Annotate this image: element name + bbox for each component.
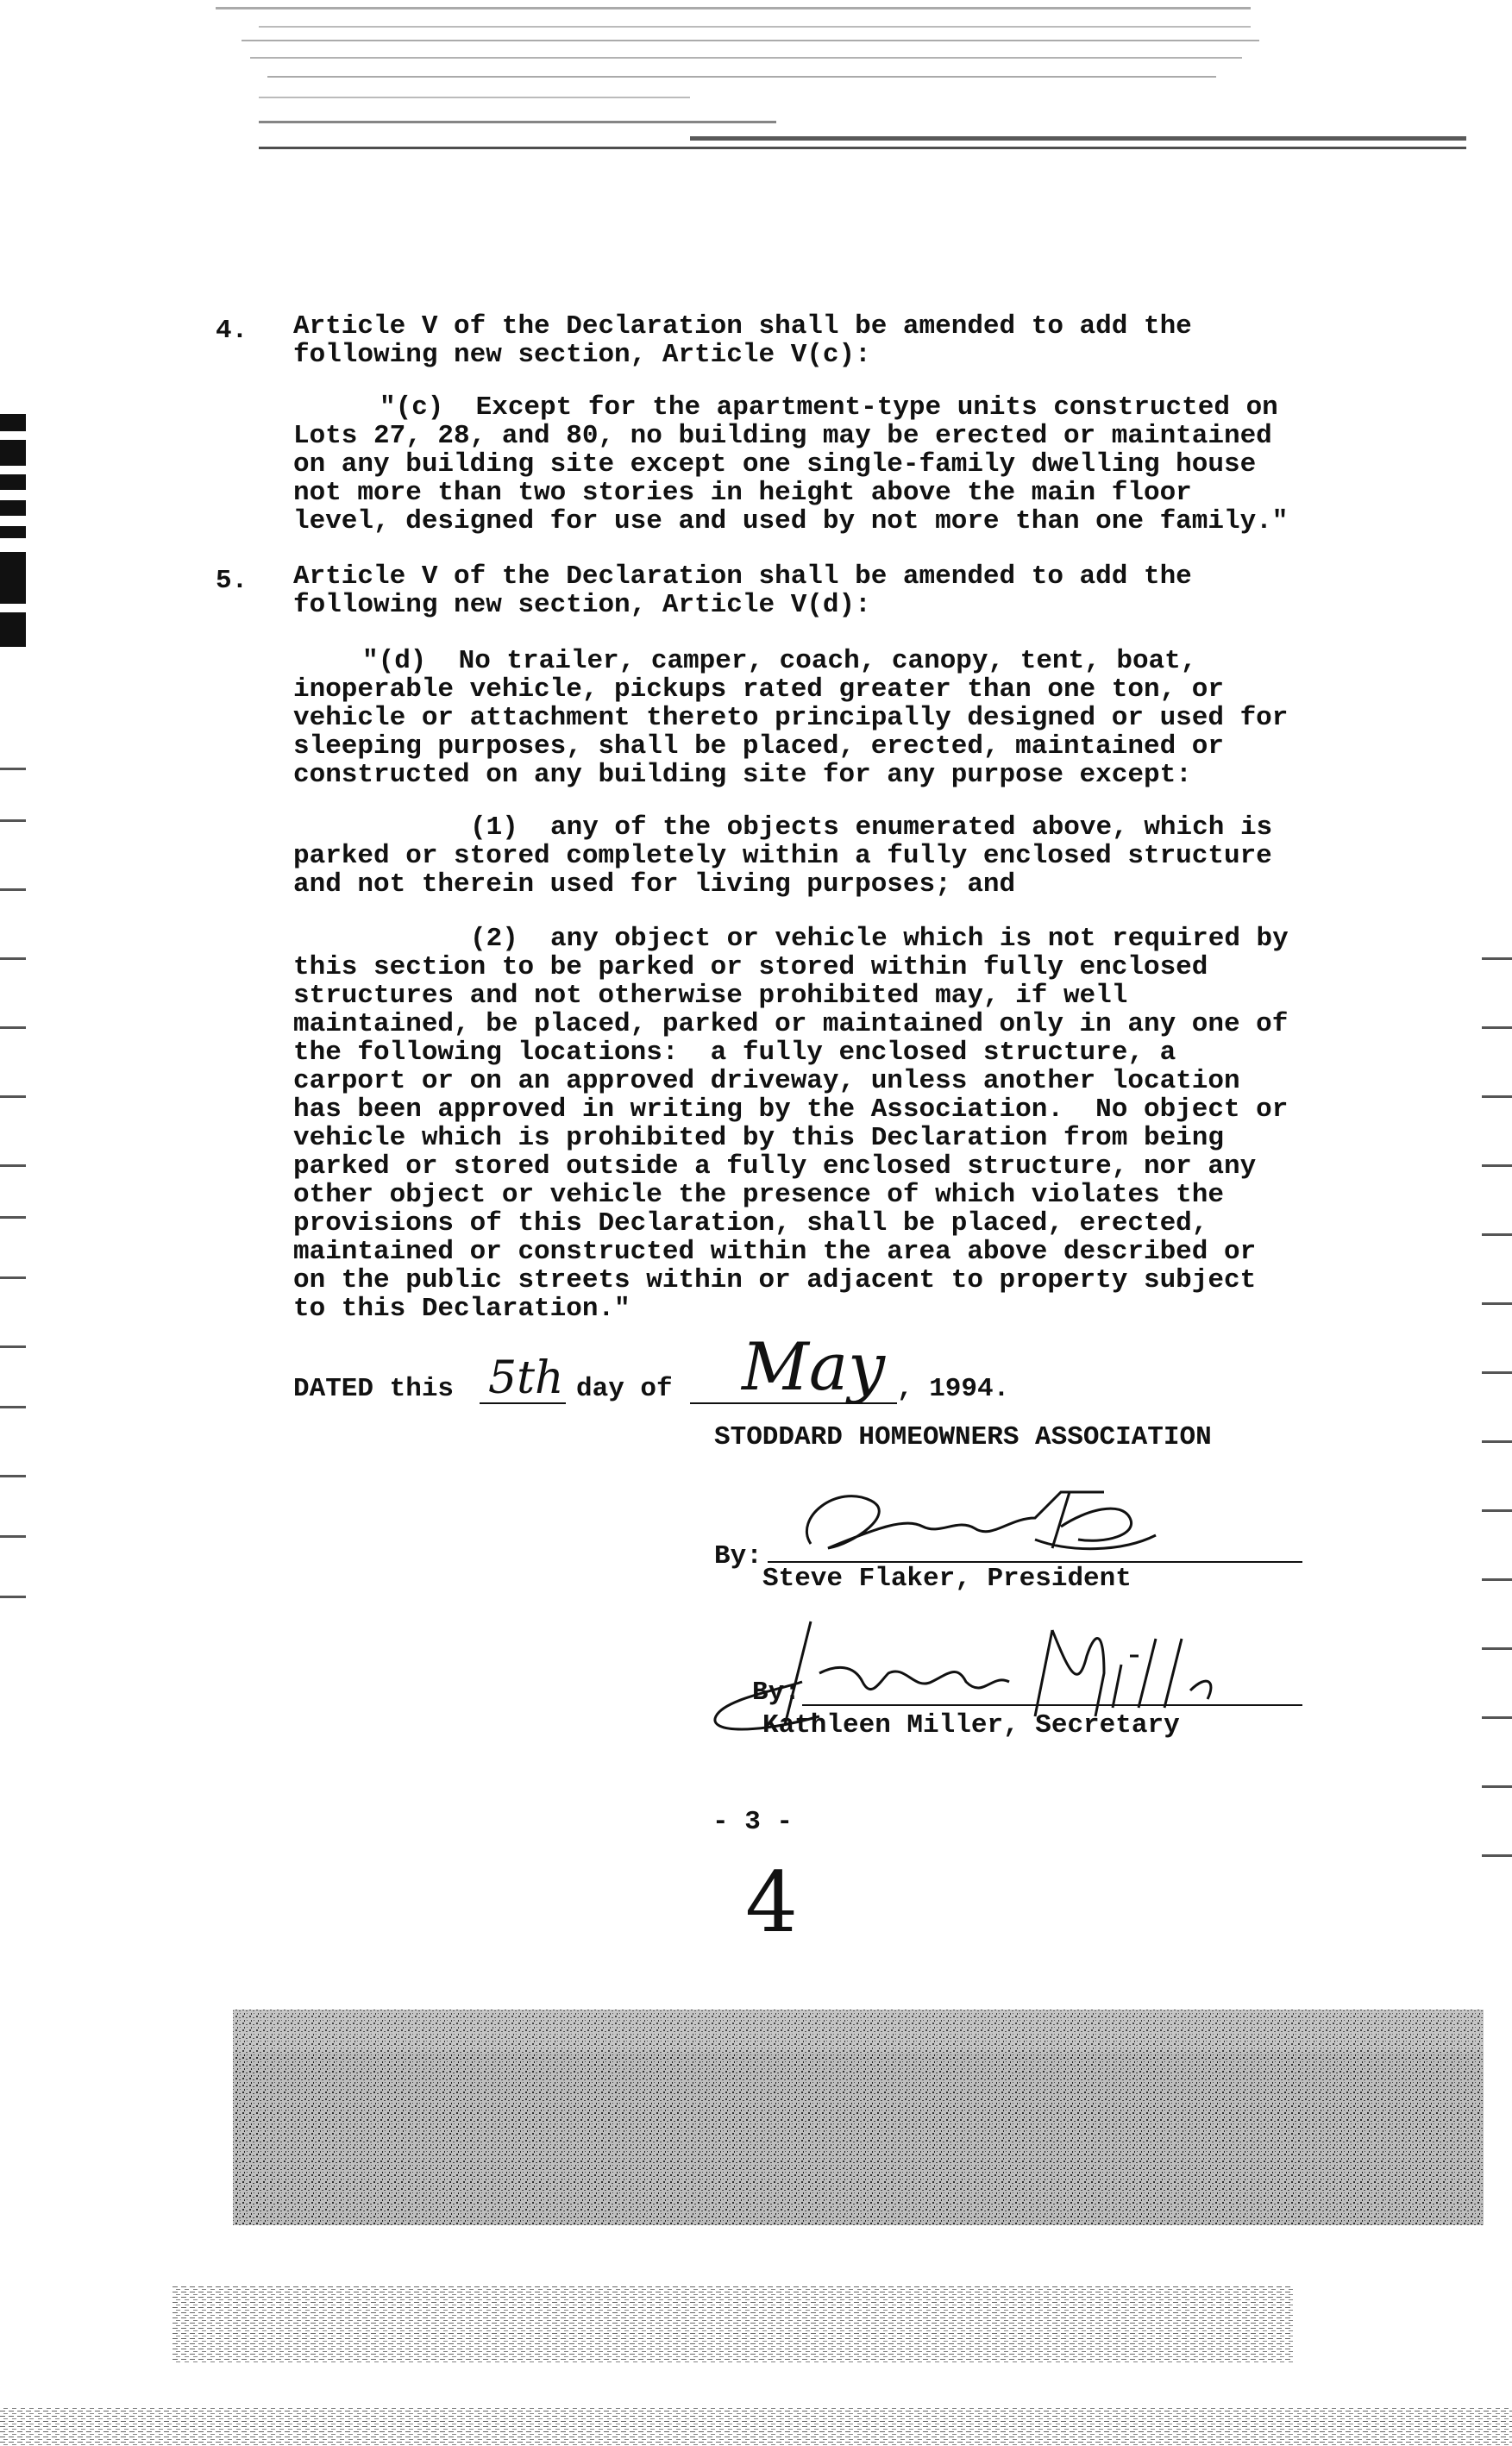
para-1-line: and not therein used for living purposes; and xyxy=(293,869,1016,900)
by-label-1: By: xyxy=(714,1541,762,1571)
para-2-line: has been approved in writing by the Association. No object or xyxy=(293,1094,1289,1125)
para-d-line: inoperable vehicle, pickups rated greater than one ton, or xyxy=(293,674,1224,705)
item-5-heading-line1: Article V of the Declaration shall be amended to add the xyxy=(293,561,1192,592)
para-2-line: (2) any object or vehicle which is not required by xyxy=(470,924,1289,954)
para-d-line: sleeping purposes, shall be placed, erected, maintained or xyxy=(293,731,1224,762)
para-d-line: "(d) No trailer, camper, coach, canopy, tent, boat, xyxy=(362,646,1197,676)
para-d-line: constructed on any building site for any purpose except: xyxy=(293,760,1192,790)
para-2-line: provisions of this Declaration, shall be placed, erected, xyxy=(293,1208,1208,1239)
president-name-title: Steve Flaker, President xyxy=(762,1564,1132,1594)
association-name: STODDARD HOMEOWNERS ASSOCIATION xyxy=(714,1422,1212,1452)
para-2-line: vehicle which is prohibited by this Declaration from being xyxy=(293,1123,1224,1153)
para-2-line: the following locations: a fully enclosed structure, a xyxy=(293,1038,1176,1068)
page-number: - 3 - xyxy=(712,1807,794,1837)
by-label-2: By: xyxy=(752,1678,800,1708)
item-4-body-line: level, designed for use and used by not more than one family." xyxy=(293,506,1289,536)
dated-suffix: , 1994. xyxy=(897,1374,1010,1404)
handwritten-page-mark: 4 xyxy=(745,1854,799,1951)
para-2-line: other object or vehicle the presence of which violates the xyxy=(293,1180,1224,1210)
para-1-line: (1) any of the objects enumerated above, which is xyxy=(470,812,1273,843)
para-2-line: maintained or constructed within the area above described or xyxy=(293,1237,1257,1267)
para-2-line: on the public streets within or adjacent to property subject xyxy=(293,1265,1257,1295)
scan-noise-bottom xyxy=(0,2001,1512,2446)
para-2-line: carport or on an approved driveway, unless another location xyxy=(293,1066,1240,1096)
item-4-body-line: not more than two stories in height above the main floor xyxy=(293,478,1192,508)
dated-day-handwritten: 5th xyxy=(488,1352,564,1404)
item-4-heading-line2: following new section, Article V(c): xyxy=(293,340,871,370)
item-5-heading-line2: following new section, Article V(d): xyxy=(293,590,871,620)
item-4-heading-line1: Article V of the Declaration shall be amended to add the xyxy=(293,311,1192,342)
para-1-line: parked or stored completely within a fully enclosed structure xyxy=(293,841,1272,871)
dated-month-handwritten: May xyxy=(742,1328,886,1405)
signature-line-2 xyxy=(802,1704,1302,1706)
signature-line-1 xyxy=(768,1561,1302,1563)
dated-middle: day of xyxy=(576,1374,673,1404)
president-signature xyxy=(776,1466,1173,1561)
para-2-line: to this Declaration." xyxy=(293,1294,631,1324)
item-5-number: 5. xyxy=(216,566,248,596)
para-2-line: this section to be parked or stored within fully enclosed xyxy=(293,952,1208,982)
para-2-line: structures and not otherwise prohibited may, if well xyxy=(293,981,1128,1011)
para-2-line: maintained, be placed, parked or maintained only in any one of xyxy=(293,1009,1289,1039)
item-4-number: 4. xyxy=(216,316,248,346)
item-4-body-line: "(c) Except for the apartment-type units constructed on xyxy=(380,392,1278,423)
item-4-body-line: on any building site except one single-family dwelling house xyxy=(293,449,1257,480)
secretary-name-title: Kathleen Miller, Secretary xyxy=(762,1710,1180,1740)
dated-prefix: DATED this xyxy=(293,1374,455,1404)
para-2-line: parked or stored outside a fully enclosed structure, nor any xyxy=(293,1151,1257,1182)
item-4-body-line: Lots 27, 28, and 80, no building may be erected or maintained xyxy=(293,421,1272,451)
para-d-line: vehicle or attachment thereto principally designed or used for xyxy=(293,703,1289,733)
